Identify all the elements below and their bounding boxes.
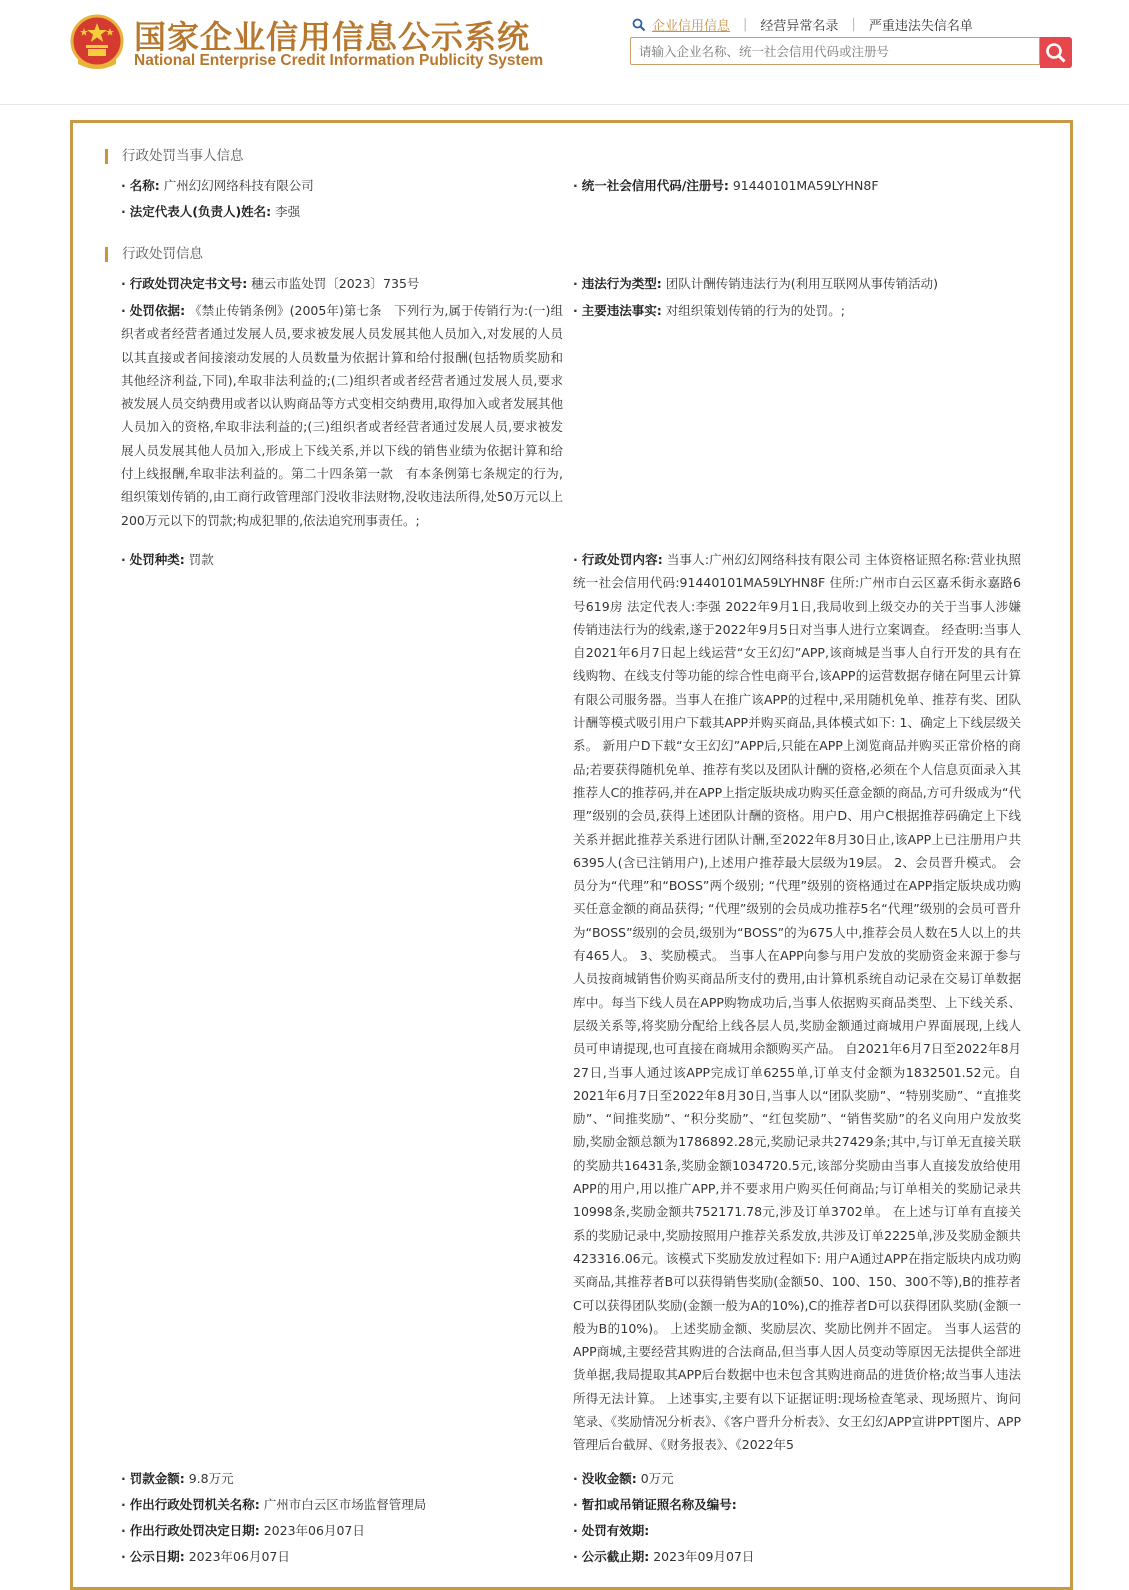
top-nav: [632, 15, 973, 34]
authority-label: 作出行政处罚机关名称:: [129, 1497, 260, 1512]
publish-date-label: 公示日期:: [129, 1549, 185, 1564]
decision-date-field: · 作出行政处罚决定日期: 2023年06月07日: [121, 1523, 365, 1538]
publish-date-field: · 公示日期: 2023年06月07日: [121, 1549, 290, 1564]
decision-date-value: 2023年06月07日: [263, 1523, 365, 1538]
fine-amount-value: 9.8万元: [188, 1471, 234, 1486]
party-name-value: 广州幻幻网络科技有限公司: [163, 178, 314, 193]
search-icon: [632, 18, 646, 32]
penalty-kind-label: 处罚种类:: [129, 552, 185, 567]
search-icon: [1045, 42, 1067, 64]
penalty-content-field: · 行政处罚内容: 当事人:广州幻幻网络科技有限公司 主体资格证照名称:营业执照 统一社会信用代码:91440101MA59LYHN8F 住所:广州市白云区嘉禾街永嘉路6号619房 法定代表人:李强 2022年9月1日,我局收到上级交办的关于当事人涉嫌传销违法行为的线索,遂于2022年9月5日对当事人进行立案调查。 经查明:当事人自2021年6月7日起上线运营“女王幻幻”APP,该商城是当事人自行开发的具有在线购物、在线支付等功能的综合性电商平台,该APP的运营数据存储在阿里云计算有限公司服务器。当事人在推广该APP的过程中,采用随机免单、推荐有奖、团队计酬等模式吸引用户下载其APP并购买商品,具体模式如下: 1、确定上下线层级关系。 新用户D下载“女王幻幻”APP后,只能在APP上浏览商品并购买正常价格的商品;若要获得随机免单、推荐有奖以及团队计酬的资格,必须在个人信息页面录入其推荐人C的推荐码,并在APP上指定版块成功购买任意金额的商品,方可升级成为“代理”级别的会员,获得上述团队计酬的资格。用户D、用户C根据推荐码确定上下线关系并据此推荐关系进行团队计酬,至2022年8月30日止,该APP上已注册用户共6395人(含已注销用户),上述用户推荐最大层级为19层。 2、会员晋升模式。 会员分为“代理”和“BOSS”两个级别; “代理”级别的资格通过在APP指定版块成功购买任意金额的商品获得; “代理”级别的会员成功推荐5名“代理”级别的会员可晋升为“BOSS”级别的会员,级别为“BOSS”的为675人中,推荐会员人数在5人以上的共有465人。 3、奖励模式。 当事人在APP向参与用户发放的奖励资金来源于参与人员按商城销售价购买商品所支付的费用,由计算机系统自动记录在交易订单数据库中。每当下线人员在APP购物成功后,当事人依据购买商品类型、上下线关系、层级关系等,将奖励分配给上线各层人员,奖励金额通过商城用户界面展现,上线人员可申请提现,也可直接在商城用余额购买产品。 自2021年6月7日至2022年8月27日,当事人通过该APP完成订单6255单,订单支付金额为1832501.52元。自2021年6月7日至2022年8月30日,当事人以“团队奖励”、“特别奖励”、“直推奖励”、“间推奖励”、“积分奖励”、“红包奖励”、“销售奖励”的名义向用户发放奖励,奖励金额总额为1786892.28元,奖励记录共27429条;其中,与订单无直接关联的奖励共16431条,奖励金额1034720.5元,该部分奖励由当事人直接发放给使用APP的用户,用以推广APP,并不要求用户购买任何商品;与订单相关的奖励记录共10998条,奖励金额共752171.78元,涉及订单3702单。 在上述与订单有直接关系的奖励记录中,奖励按照用户推荐关系发放,共涉及订单2225单,涉及奖励金额共423316.06元。该模式下奖励发放过程如下: 用户A通过APP在指定版块内成功购买商品,其推荐者B可以获得销售奖励(金额50、100、150、300不等),B的推荐者C可以获得团队奖励(金额一般为A的10%),C的推荐者D可以获得团队奖励(金额一般为B的10%)。 上述奖励金额、奖励层次、奖励比例并不固定。 当事人运营的APP商城,主要经营其购进的合法商品,但当事人因人员变动等原因无法提供全部进货单据,我局提取其APP后台数据中也未包含其购进商品的进货价格;故当事人违法所得无法计算。 上述事实,主要有以下证据证明:现场检查笔录、现场照片、询问笔录、《奖励情况分析表》、《客户晋升分析表》、女王幻幻APP宣讲PPT图片、APP管理后台截屏、《财务报表》、《2022年5: [573, 552, 1021, 1453]
main-fact-field: · 主要违法事实: 对组织策划传销的行为的处罚。;: [573, 303, 845, 318]
party-name-label: 名称:: [129, 178, 160, 193]
authority-value: 广州市白云区市场监督管理局: [263, 1497, 427, 1512]
validity-label: 处罚有效期:: [581, 1523, 650, 1538]
violation-type-label: 违法行为类型:: [581, 276, 662, 291]
penalty-kind-value: 罚款: [188, 552, 214, 567]
penalty-basis-label: 处罚依据:: [129, 303, 186, 318]
legal-rep-value: 李强: [275, 204, 301, 219]
confiscate-amount-field: · 没收金额: 0万元: [573, 1471, 674, 1486]
search-input[interactable]: [630, 37, 1040, 65]
legal-rep-field: · 法定代表人(负责人)姓名: 李强: [121, 204, 301, 219]
doc-number-value: 穗云市监处罚〔2023〕735号: [251, 276, 420, 291]
doc-number-label: 行政处罚决定书文号:: [129, 276, 248, 291]
credit-code-value: 91440101MA59LYHN8F: [732, 178, 879, 193]
party-name-field: · 名称: 广州幻幻网络科技有限公司: [121, 178, 314, 193]
violation-type-field: · 违法行为类型: 团队计酬传销违法行为(利用互联网从事传销活动): [573, 276, 938, 291]
penalty-content-value: 当事人:广州幻幻网络科技有限公司 主体资格证照名称:营业执照 统一社会信用代码:91440101MA59LYHN8F 住所:广州市白云区嘉禾街永嘉路6号619房 法定代表人:李强 2022年9月1日,我局收到上级交办的关于当事人涉嫌传销违法行为的线索,遂于2022年9月5日对当事人进行立案调查。 经查明:当事人自2021年6月7日起上线运营“女王幻幻”APP,该商城是当事人自行开发的具有在线购物、在线支付等功能的综合性电商平台,该APP的运营数据存储在阿里云计算有限公司服务器。当事人在推广该APP的过程中,采用随机免单、推荐有奖、团队计酬等模式吸引用户下载其APP并购买商品,具体模式如下: 1、确定上下线层级关系。 新用户D下载“女王幻幻”APP后,只能在APP上浏览商品并购买正常价格的商品;若要获得随机免单、推荐有奖以及团队计酬的资格,必须在个人信息页面录入其推荐人C的推荐码,并在APP上指定版块成功购买任意金额的商品,方可升级成为“代理”级别的会员,获得上述团队计酬的资格。用户D、用户C根据推荐码确定上下线关系并据此推荐关系进行团队计酬,至2022年8月30日止,该APP上已注册用户共6395人(含已注销用户),上述用户推荐最大层级为19层。 2、会员晋升模式。 会员分为“代理”和“BOSS”两个级别; “代理”级别的资格通过在APP指定版块成功购买任意金额的商品获得; “代理”级别的会员成功推荐5名“代理”级别的会员可晋升为“BOSS”级别的会员,级别为“BOSS”的为675人中,推荐会员人数在5人以上的共有465人。 3、奖励模式。 当事人在APP向参与用户发放的奖励资金来源于参与人员按商城销售价购买商品所支付的费用,由计算机系统自动记录在交易订单数据库中。每当下线人员在APP购物成功后,当事人依据购买商品类型、上下线关系、层级关系等,将奖励分配给上线各层人员,奖励金额通过商城用户界面展现,上线人员可申请提现,也可直接在商城用余额购买产品。 自2021年6月7日至2022年8月27日,当事人通过该APP完成订单6255单,订单支付金额为1832501.52元。自2021年6月7日至2022年8月30日,当事人以“团队奖励”、“特别奖励”、“直推奖励”、“间推奖励”、“积分奖励”、“红包奖励”、“销售奖励”的名义向用户发放奖励,奖励金额总额为1786892.28元,奖励记录共27429条;其中,与订单无直接关联的奖励共16431条,奖励金额1034720.5元,该部分奖励由当事人直接发放给使用APP的用户,用以推广APP,并不要求用户购买任何商品;与订单相关的奖励记录共10998条,奖励金额共752171.78元,涉及订单3702单。 在上述与订单有直接关系的奖励记录中,奖励按照用户推荐关系发放,共涉及订单2225单,涉及奖励金额共423316.06元。该模式下奖励发放过程如下: 用户A通过APP在指定版块内成功购买商品,其推荐者B可以获得销售奖励(金额50、100、150、300不等),B的推荐者C可以获得团队奖励(金额一般为A的10%),C的推荐者D可以获得团队奖励(金额一般为B的10%)。 上述奖励金额、奖励层次、奖励比例并不固定。 当事人运营的APP商城,主要经营其购进的合法商品,但当事人因人员变动等原因无法提供全部进货单据,我局提取其APP后台数据中也未包含其购进商品的进货价格;故当事人违法所得无法计算。 上述事实,主要有以下证据证明:现场检查笔录、现场照片、询问笔录、《奖励情况分析表》、《客户晋升分析表》、女王幻幻APP宣讲PPT图片、APP管理后台截屏、《财务报表》、《2022年5: [573, 552, 1021, 1453]
site-title-cn: 国家企业信用信息公示系统: [134, 18, 531, 56]
validity-field: · 处罚有效期:: [573, 1523, 650, 1538]
publish-date-value: 2023年06月07日: [188, 1549, 290, 1564]
search-button[interactable]: [1040, 37, 1072, 68]
section-party-info: 行政处罚当事人信息: [105, 149, 244, 164]
publish-end-field: · 公示截止期: 2023年09月07日: [573, 1549, 755, 1564]
nav-blacklist[interactable]: 严重违法失信名单: [868, 19, 973, 34]
nav-abnormal-list[interactable]: 经营异常名录: [760, 19, 839, 34]
penalty-basis-value: 《禁止传销条例》(2005年)第七条 下列行为,属于传销行为:(一)组织者或者经营者通过发展人员,要求被发展人员发展其他人员加入,对发展的人员以其直接或者间接滚动发展的人员数量为依据计算和给付报酬(包括物质奖励和其他经济利益,下同),牟取非法利益的;(二)组织者或者经营者通过发展人员,要求被发展人员交纳费用或者以认购商品等方式变相交纳费用,取得加入或者发展其他人员加入的资格,牟取非法利益的;(三)组织者或者经营者通过发展人员,要求被发展人员发展其他人员加入,形成上下线关系,并以下线的销售业绩为依据计算和给付上线报酬,牟取非法利益的。第二十四条第一款 有本条例第七条规定的行为,组织策划传销的,由工商行政管理部门没收非法财物,没收违法所得,处50万元以上200万元以下的罚款;构成犯罪的,依法追究刑事责任。;: [121, 303, 563, 528]
license-field: · 暂扣或吊销证照名称及编号:: [573, 1497, 737, 1512]
site-header: [0, 0, 1129, 105]
national-emblem-icon: [70, 14, 124, 72]
publish-end-label: 公示截止期:: [581, 1549, 650, 1564]
violation-type-value: 团队计酬传销违法行为(利用互联网从事传销活动): [665, 276, 938, 291]
penalty-detail-card: [70, 120, 1073, 1590]
main-fact-value: 对组织策划传销的行为的处罚。;: [665, 303, 845, 318]
penalty-content-label: 行政处罚内容:: [581, 552, 663, 567]
credit-code-field: · 统一社会信用代码/注册号: 91440101MA59LYHN8F: [573, 178, 879, 193]
nav-credit-info[interactable]: 企业信用信息: [652, 19, 731, 34]
doc-number-field: · 行政处罚决定书文号: 穗云市监处罚〔2023〕735号: [121, 276, 420, 291]
legal-rep-label: 法定代表人(负责人)姓名:: [129, 204, 272, 219]
license-label: 暂扣或吊销证照名称及编号:: [581, 1497, 737, 1512]
penalty-kind-field: · 处罚种类: 罚款: [121, 552, 214, 567]
nav-divider: |: [851, 17, 856, 32]
authority-field: · 作出行政处罚机关名称: 广州市白云区市场监督管理局: [121, 1497, 427, 1512]
site-title-en: National Enterprise Credit Information Publicity System: [134, 52, 544, 69]
fine-amount-label: 罚款金额:: [129, 1471, 185, 1486]
nav-divider: |: [743, 17, 748, 32]
penalty-basis-field: · 处罚依据: 《禁止传销条例》(2005年)第七条 下列行为,属于传销行为:(一)组织者或者经营者通过发展人员,要求被发展人员发展其他人员加入,对发展的人员以其直接或者间接滚动发展的人员数量为依据计算和给付报酬(包括物质奖励和其他经济利益,下同),牟取非法利益的;(二)组织者或者经营者通过发展人员,要求被发展人员交纳费用或者以认购商品等方式变相交纳费用,取得加入或者发展其他人员加入的资格,牟取非法利益的;(三)组织者或者经营者通过发展人员,要求被发展人员发展其他人员加入,形成上下线关系,并以下线的销售业绩为依据计算和给付上线报酬,牟取非法利益的。第二十四条第一款 有本条例第七条规定的行为,组织策划传销的,由工商行政管理部门没收非法财物,没收违法所得,处50万元以上200万元以下的罚款;构成犯罪的,依法追究刑事责任。;: [121, 303, 563, 528]
credit-code-label: 统一社会信用代码/注册号:: [581, 178, 729, 193]
confiscate-amount-label: 没收金额:: [581, 1471, 637, 1486]
fine-amount-field: · 罚款金额: 9.8万元: [121, 1471, 234, 1486]
confiscate-amount-value: 0万元: [640, 1471, 674, 1486]
section-penalty-info: 行政处罚信息: [105, 247, 203, 262]
main-fact-label: 主要违法事实:: [581, 303, 662, 318]
publish-end-value: 2023年09月07日: [653, 1549, 755, 1564]
decision-date-label: 作出行政处罚决定日期:: [129, 1523, 260, 1538]
